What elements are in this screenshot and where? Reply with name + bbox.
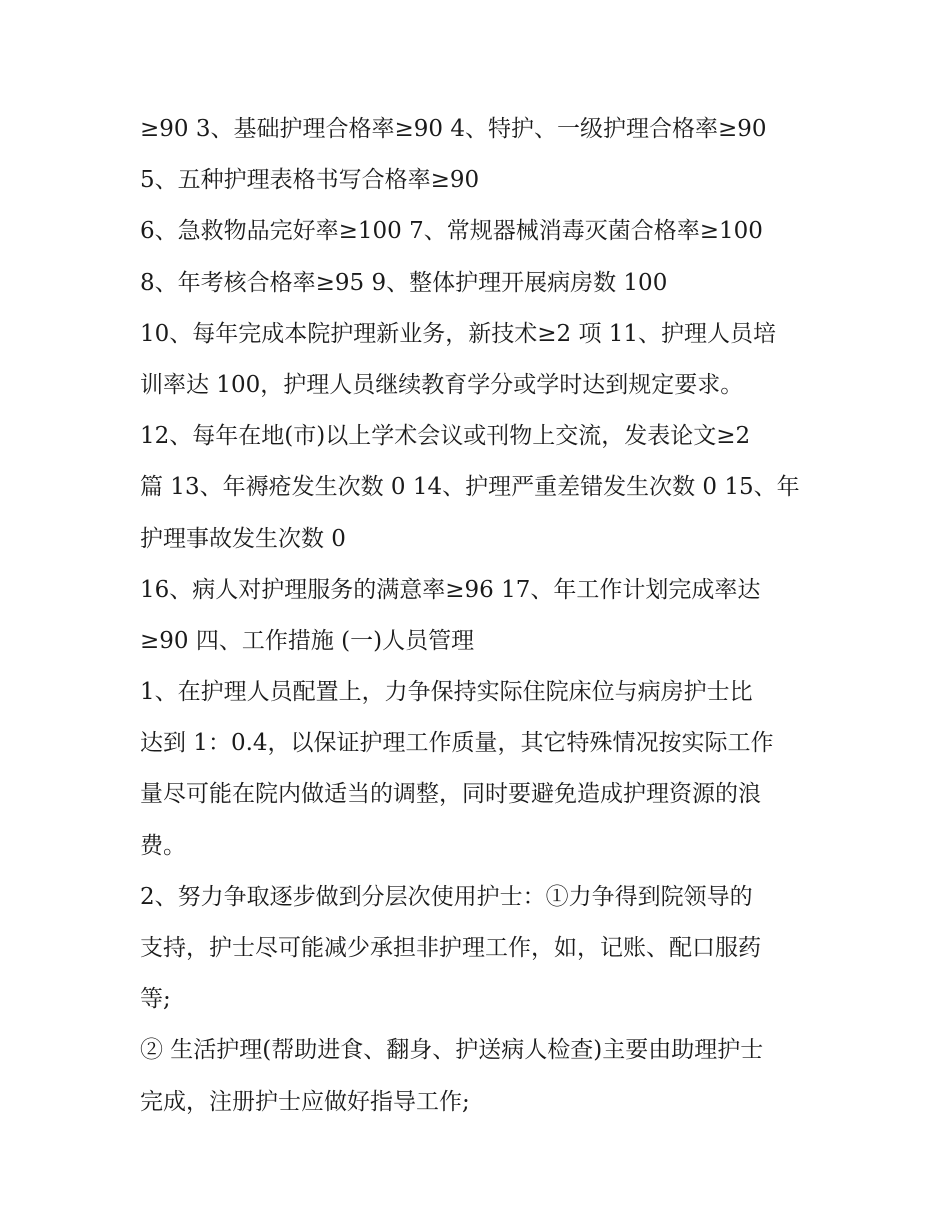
text-line: ≥90 3、基础护理合格率≥90 4、特护、一级护理合格率≥90 [140, 116, 767, 142]
text-line: 5、五种护理表格书写合格率≥90 [140, 167, 480, 194]
text-line: 16、病人对护理服务的满意率≥96 17、年工作计划完成率达 [140, 576, 761, 603]
text-line: 篇 13、年褥疮发生次数 0 14、护理严重差错发生次数 0 15、年 [140, 474, 800, 501]
text-line: 等; [140, 986, 171, 1013]
text-line: 支持，护士尽可能减少承担非护理工作，如，记账、配口服药 [140, 935, 761, 961]
text-line: ② 生活护理(帮助进食、翻身、护送病人检查)主要由助理护士 [140, 1037, 764, 1064]
text-line: ≥90 四、工作措施 (一)人员管理 [140, 627, 475, 654]
document-body [140, 104, 830, 1128]
text-line: 1、在护理人员配置上，力争保持实际住院床位与病房护士比 [140, 679, 753, 706]
text-line: 达到 1：0.4，以保证护理工作质量，其它特殊情况按实际工作 [140, 730, 774, 757]
text-line: 8、年考核合格率≥95 9、整体护理开展病房数 100 [140, 269, 668, 296]
text-line: 完成，注册护士应做好指导工作; [140, 1088, 470, 1115]
text-line: 量尽可能在院内做适当的调整，同时要避免造成护理资源的浪 [140, 781, 761, 808]
text-line: 6、急救物品完好率≥100 7、常规器械消毒灭菌合格率≥100 [140, 218, 763, 245]
text-line: 12、每年在地(市)以上学术会议或刊物上交流，发表论文≥2 [140, 423, 751, 450]
text-line: 护理事故发生次数 0 [140, 525, 346, 552]
text-line: 费。 [140, 832, 186, 859]
text-line: 训率达 100，护理人员继续教育学分或学时达到规定要求。 [140, 371, 744, 398]
text-line: 10、每年完成本院护理新业务，新技术≥2 项 11、护理人员培 [140, 320, 777, 347]
text-line: 2、努力争取逐步做到分层次使用护士：①力争得到院领导的 [140, 883, 753, 910]
